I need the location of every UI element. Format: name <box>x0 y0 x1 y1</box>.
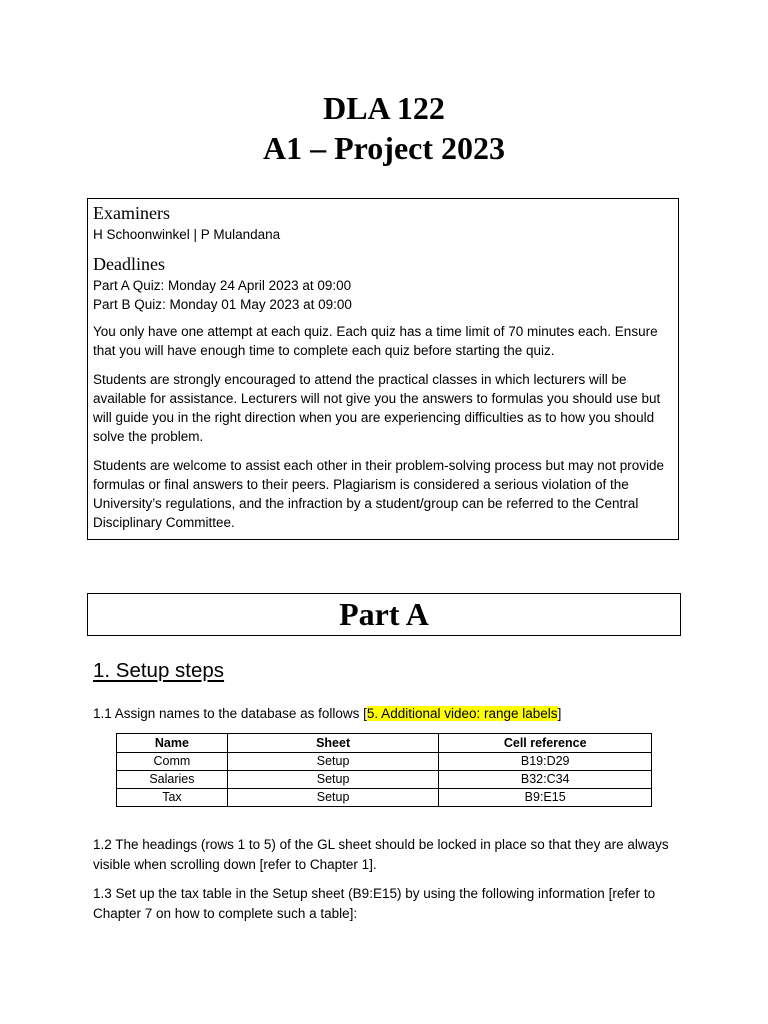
deadline-part-a: Part A Quiz: Monday 24 April 2023 at 09:00 <box>93 278 352 293</box>
header-name: Name <box>117 734 228 753</box>
cell-name: Tax <box>117 789 228 807</box>
table-row <box>117 771 652 789</box>
part-heading: Part A <box>87 593 681 636</box>
table-row <box>117 789 652 807</box>
cell-reference: B19:D29 <box>439 753 652 771</box>
cell-reference: B32:C34 <box>439 771 652 789</box>
cell-reference: B9:E15 <box>439 789 652 807</box>
deadlines-heading: Deadlines <box>93 254 165 274</box>
step-1-2: 1.2 The headings (rows 1 to 5) of the GL sheet should be locked in place so that they are always visible when scrolling down [refer to Chapter 1]. <box>93 837 669 872</box>
cell-name: Comm <box>117 753 228 771</box>
step-1-1-closing: ] <box>557 706 562 721</box>
header-sheet: Sheet <box>227 734 439 753</box>
examiners-heading: Examiners <box>93 203 170 223</box>
section-heading: 1. Setup steps <box>93 659 225 682</box>
video-reference-highlight: 5. Additional video: range labels <box>366 706 558 721</box>
step-1-1 <box>93 704 683 724</box>
table-row <box>117 753 652 771</box>
step-1-3: 1.3 Set up the tax table in the Setup sheet (B9:E15) by using the following information [refer to Chapter 7 on how to complete such a table]: <box>93 886 656 921</box>
info-box <box>87 198 679 540</box>
range-names-table <box>116 733 652 807</box>
cell-sheet: Setup <box>227 753 439 771</box>
cell-sheet: Setup <box>227 789 439 807</box>
cell-sheet: Setup <box>227 771 439 789</box>
deadline-part-b: Part B Quiz: Monday 01 May 2023 at 09:00 <box>93 297 352 312</box>
document-title-line2: A1 – Project 2023 <box>263 130 505 166</box>
step-1-1-text: 1.1 Assign names to the database as follows [ <box>93 706 367 721</box>
table-header-row <box>117 734 652 753</box>
cell-name: Salaries <box>117 771 228 789</box>
quiz-attempt-paragraph: You only have one attempt at each quiz. Each quiz has a time limit of 70 minutes each. Ensure that you will have enough time to complete each quiz before starting the quiz. <box>93 324 658 358</box>
examiners-names: H Schoonwinkel | P Mulandana <box>93 227 281 242</box>
header-cell-reference: Cell reference <box>439 734 652 753</box>
practical-classes-paragraph: Students are strongly encouraged to attend the practical classes in which lecturers will be available for assistance. Lecturers will not give you the answers to formulas you should use but will guide you in the right direction when you are experiencing difficulties as to how you should solve the problem. <box>93 372 661 444</box>
document-title-line1: DLA 122 <box>323 90 445 126</box>
plagiarism-paragraph: Students are welcome to assist each other in their problem-solving process but may not provide formulas or final answers to their peers. Plagiarism is considered a serious violation of the University’s regulations, and the infraction by a student/group can be referred to the Central Disciplinary Committee. <box>93 458 665 530</box>
